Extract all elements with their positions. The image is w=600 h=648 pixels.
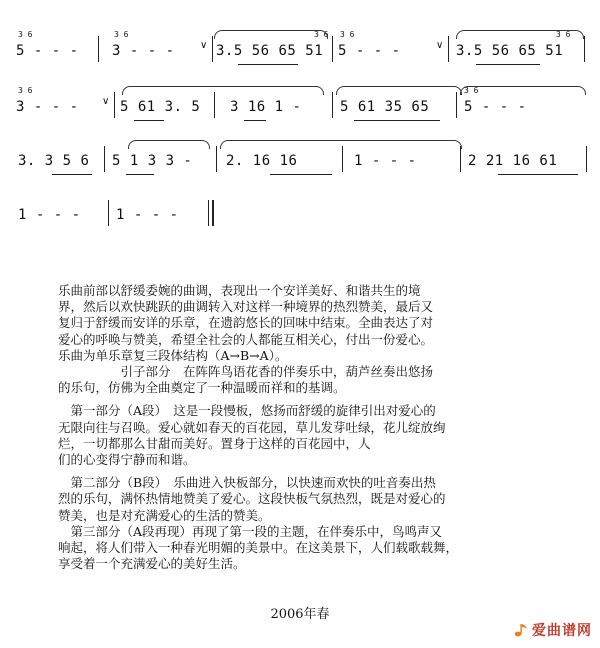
final-barline-thick [212,200,214,226]
grace-note: 3 6 [556,30,571,39]
barline [104,146,105,172]
measure: 1 - - - [354,153,417,169]
measure: 1 - - - [18,207,81,223]
slur [214,30,328,39]
underline-beam [270,174,332,175]
measure: 3. 3 5 6 [18,153,90,169]
text-line: 第一部分（A段） 这是一段慢板，悠扬而舒缓的旋律引出对爱心的 [58,403,436,419]
text-line: 界，然后以欢快跳跃的曲调转入对这样一种境界的热烈赞美，最后又 [58,299,434,315]
underline-beam [238,64,298,65]
measure: 5 - - - [16,43,79,59]
measure: 3.5 56 65 51 [216,43,324,59]
barline [460,146,461,172]
text-line: 乐曲为单乐章复三段体结构（A→B→A）。 [58,347,288,363]
text-line: 响起，将人们带入一种春光明媚的美景中。在这美景下，人们载歌载舞， [58,540,459,556]
grace-note: 3 6 [18,30,33,39]
barline [108,200,109,226]
underline-beam [126,174,154,175]
barline [98,36,99,62]
text-line: 引子部分 在阵阵鸟语花香的伴奏乐中，葫芦丝奏出悠扬 [58,364,434,380]
underline-beam [52,174,92,175]
measure: 2. 16 16 [226,153,298,169]
breath-mark: ∨ [436,40,444,51]
barline [214,92,215,118]
text-line: 第三部分（A段再现）再现了第一段的主题，在伴奏乐中，鸟鸣声又 [58,523,443,539]
measure: 3.5 56 65 51 [456,43,564,59]
logo-text: 爱曲谱网 [532,623,592,639]
jianpu-score [0,0,600,240]
barline [342,146,343,172]
breath-mark: ∨ [102,96,110,107]
paragraph-1 [58,283,558,364]
music-note-icon [513,622,529,638]
grace-note: 3 6 [314,30,329,39]
final-barline-thin [208,200,209,226]
grace-note: 3 6 [340,30,355,39]
paragraph-2 [58,364,558,396]
paragraph-3 [58,403,558,468]
text-line: 的乐句，仿佛为全曲奠定了一种温暖而祥和的基调。 [58,380,346,396]
paragraph-4 [58,475,558,572]
measure: 1 - - - [116,207,179,223]
measure: 5 - - - [464,99,527,115]
score-system-2 [16,86,590,126]
barline [586,146,587,172]
text-line: 赞美，也是对充满爱心的生活的赞美。 [58,507,271,523]
underline-beam [134,120,164,121]
breath-mark: ∨ [200,40,208,51]
underline-beam [498,174,578,175]
barline [448,36,449,62]
slur [460,86,586,95]
text-line: 烈的乐句，满怀热情地赞美了爱心。这段快板气氛热烈，既是对爱心的 [58,491,446,507]
measure: 5 61 35 65 [340,99,430,115]
text-line: 乐曲前部以舒缓委婉的曲调，表现出一个安详美好、和谐共生的境 [58,283,421,298]
text-line: 爱心的呼唤与赞美，希望全社会的人都能互相关心，付出一份爱心。 [58,331,434,347]
grace-note: 3 6 [18,86,33,95]
barline [584,36,585,62]
barline [332,92,333,118]
barline [332,36,333,62]
text-line: 享受着一个充满爱心的美好生活。 [58,556,246,572]
underline-beam [244,120,266,121]
barline [212,36,213,62]
measure: 3 - - - [112,43,175,59]
slur [220,140,462,149]
underline-beam [476,64,540,65]
measure: 5 61 3. 5 [120,99,201,115]
grace-note: 3 6 [464,86,479,95]
underline-beam [354,120,440,121]
text-line: 第二部分（B段） 乐曲进入快板部分，以快速而欢快的吐音奏出热 [58,475,436,491]
slur [122,86,324,95]
text-line: 们的心变得宁静而和谐。 [58,452,196,468]
measure: 2 21 16 61 [468,153,558,169]
barline [114,92,115,118]
barline [216,146,217,172]
text-line: 无限向往与召唤。爱心就如春天的百花园，草儿发芽吐绿，花儿绽放绚 [58,419,446,435]
measure: 5 1 3 3 - [112,153,193,169]
score-system-3 [16,140,590,180]
score-system-4 [16,194,590,234]
grace-note: 3 6 [114,30,129,39]
measure: 3 - - - [16,99,79,115]
measure: 5 - - - [338,43,401,59]
site-logo [513,618,592,642]
text-line: 烂，一切都那么甘甜而美好。置身于这样的百花园中，人 [58,435,371,451]
text-line: 复归于舒缓而安详的乐章，在遗韵悠长的回味中结束。全曲表达了对 [58,315,434,331]
score-system-1 [16,30,590,70]
slur [336,86,462,95]
barline [456,92,457,118]
description-text [58,283,558,572]
slur [128,140,210,149]
date-line: 2006年春 [270,607,330,622]
measure: 3 16 1 - [230,99,302,115]
